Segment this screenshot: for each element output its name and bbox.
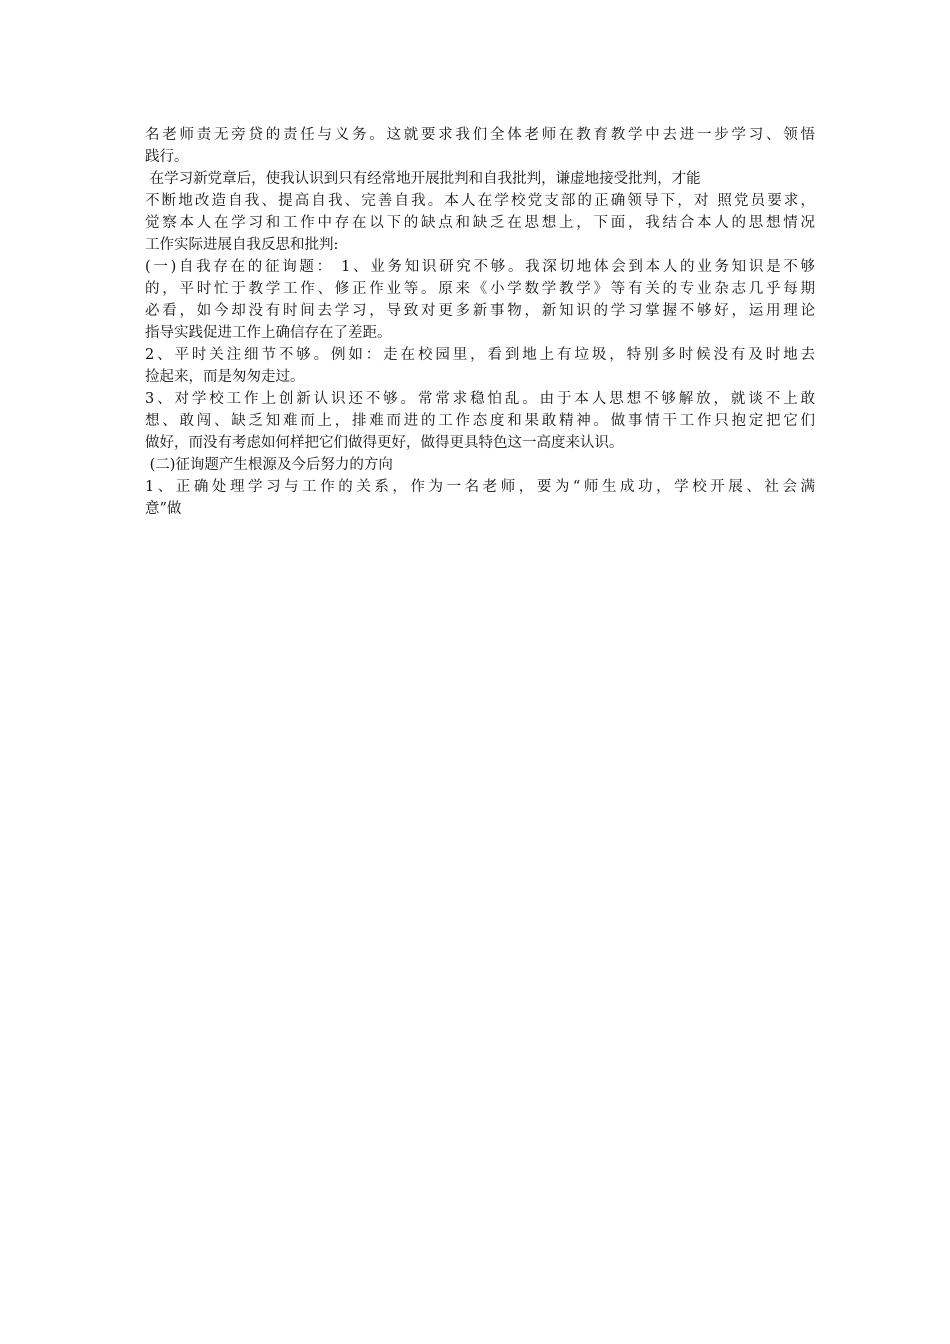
- text-line: 2、平时关注细节不够。例如：走在校园里，看到地上有垃圾，特别多时候没有及时地去: [145, 347, 815, 363]
- text-line: 在学习新党章后，使我认识到只有经常地开展批判和自我批判，谦虚地接受批判，才能: [145, 171, 701, 187]
- text-line: 做好，而没有考虑如何样把它们做得更好，做得更具特色这一高度来认识。: [145, 435, 624, 451]
- text-line: 指导实践促进工作上确信存在了差距。: [145, 325, 392, 341]
- text-line: 的，平时忙于教学工作、修正作业等。原来《小学数学教学》等有关的专业杂志几乎每期: [145, 281, 815, 297]
- text-line: 意”做: [145, 501, 182, 517]
- document-body: [145, 124, 815, 520]
- text-line: 工作实际进展自我反思和批判:: [145, 237, 339, 253]
- text-line: 想、敢闯、缺乏知难而上，排难而进的工作态度和果敢精神。做事情干工作只抱定把它们: [145, 413, 815, 429]
- text-line: 必看，如今却没有时间去学习，导致对更多新事物，新知识的学习掌握不够好，运用理论: [145, 303, 815, 319]
- text-line: (二)征询题产生根源及今后努力的方向: [145, 457, 393, 473]
- text-line: 践行。: [145, 149, 189, 165]
- text-line: 捡起来，而是匆匆走过。: [145, 369, 305, 385]
- text-line: 不断地改造自我、提高自我、完善自我。本人在学校党支部的正确领导下，对 照党员要求，: [145, 193, 815, 209]
- text-line: 觉察本人在学习和工作中存在以下的缺点和缺乏在思想上，下面，我结合本人的思想情况: [145, 215, 815, 231]
- text-line: (一)自我存在的征询题： 1、业务知识研究不够。我深切地体会到本人的业务知识是不够: [145, 259, 815, 275]
- text-line: 1、正确处理学习与工作的关系，作为一名老师，要为“师生成功，学校开展、社会满: [145, 479, 815, 495]
- text-line: 3、对学校工作上创新认识还不够。常常求稳怕乱。由于本人思想不够解放，就谈不上敢: [145, 391, 815, 407]
- text-line: 名老师责无旁贷的责任与义务。这就要求我们全体老师在教育教学中去进一步学习、领悟: [145, 127, 815, 143]
